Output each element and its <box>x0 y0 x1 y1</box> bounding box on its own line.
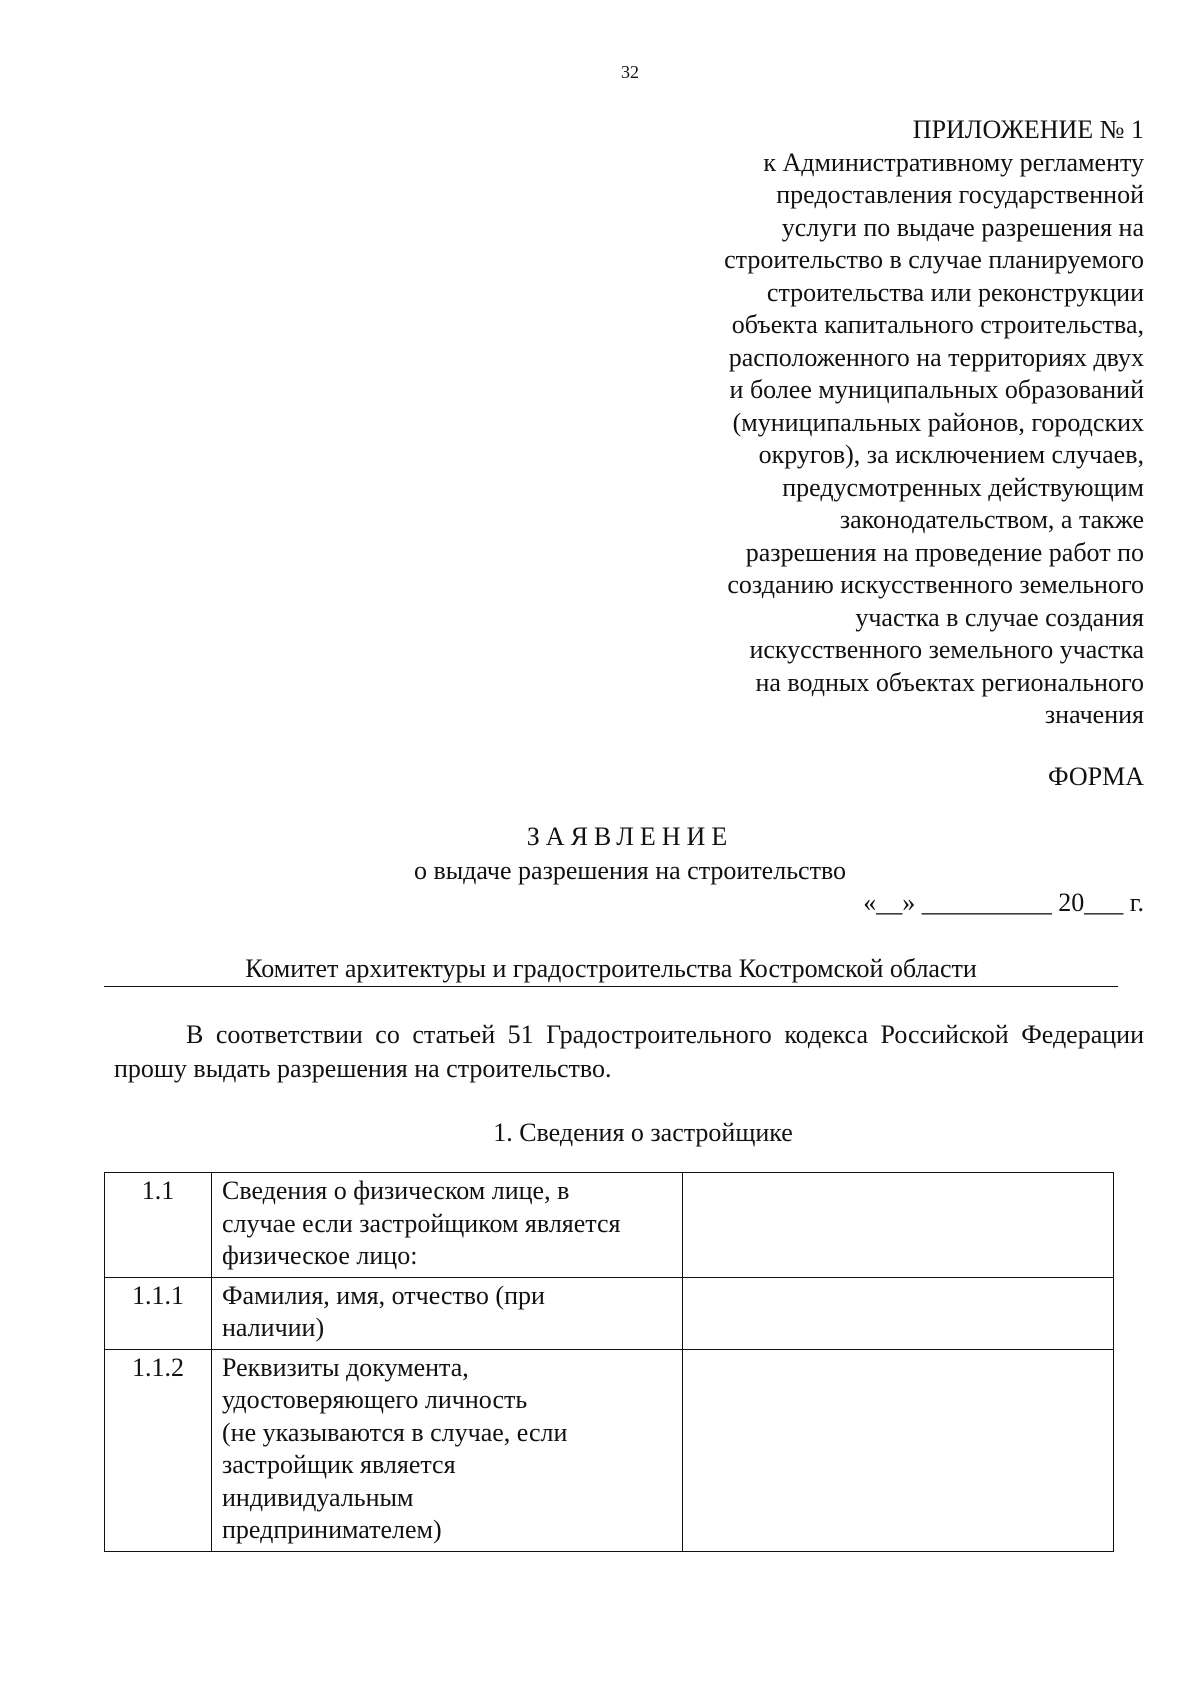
appendix-line: созданию искусственного земельного <box>727 570 1144 599</box>
appendix-line: (муниципальных районов, городских <box>732 407 1144 437</box>
appendix-line: строительства или реконструкции <box>766 277 1144 307</box>
appendix-block <box>544 114 1144 732</box>
appendix-line: законодательством, а также <box>839 505 1144 534</box>
row-number: 1.1 <box>105 1173 212 1278</box>
table-row <box>105 1349 1114 1551</box>
row-number: 1.1.1 <box>105 1277 212 1349</box>
row-label <box>212 1277 683 1349</box>
section-heading: 1. Сведения о застройщике <box>493 1118 793 1147</box>
row-label-line: физическое лицо: <box>222 1241 418 1270</box>
statement-title: ЗАЯВЛЕНИЕ <box>526 822 734 851</box>
row-label <box>212 1173 683 1278</box>
appendix-line: разрешения на проведение работ по <box>745 537 1144 567</box>
row-value-field[interactable] <box>683 1173 1114 1278</box>
row-label-line: застройщик является <box>222 1450 456 1479</box>
appendix-line: к Административному регламенту <box>763 147 1144 177</box>
page-number: 32 <box>621 62 639 82</box>
table-row <box>105 1173 1114 1278</box>
appendix-line: услуги по выдаче разрешения на <box>781 212 1144 242</box>
row-label-line: индивидуальным <box>222 1482 414 1512</box>
row-label <box>212 1349 683 1551</box>
row-label-line: Реквизиты документа, <box>222 1352 469 1382</box>
row-value-field[interactable] <box>683 1349 1114 1551</box>
appendix-line: предоставления государственной <box>776 180 1144 209</box>
row-label-line: Фамилия, имя, отчество (при <box>222 1280 545 1310</box>
row-label-line: предпринимателем) <box>222 1515 442 1544</box>
appendix-line: на водных объектах регионального <box>755 667 1144 697</box>
appendix-line: искусственного земельного участка <box>749 635 1144 664</box>
table-row <box>105 1277 1114 1349</box>
row-label-line: удостоверяющего личность <box>222 1385 528 1414</box>
row-label-line: (не указываются в случае, если <box>222 1417 568 1447</box>
form-label: ФОРМА <box>1048 762 1144 791</box>
appendix-line: значения <box>1044 700 1144 729</box>
appendix-line: округов), за исключением случаев, <box>758 440 1144 469</box>
appendix-line: объекта капитального строительства, <box>731 310 1144 339</box>
row-label-line: случае если застройщиком является <box>222 1208 621 1238</box>
body-paragraph: В соответствии со статьей 51 Градостроительного кодекса Российской Федерации прошу выдать разрешения на строительство. <box>114 1020 1144 1083</box>
row-value-field[interactable] <box>683 1277 1114 1349</box>
appendix-line: строительство в случае планируемого <box>724 245 1144 274</box>
row-label-line: наличии) <box>222 1313 325 1342</box>
statement-subtitle: о выдаче разрешения на строительство <box>413 856 847 885</box>
appendix-line: расположенного на территориях двух <box>728 342 1144 372</box>
appendix-line: и более муниципальных образований <box>729 375 1144 404</box>
developer-info-table <box>104 1172 1114 1552</box>
appendix-line: предусмотренных действующим <box>782 472 1144 502</box>
row-label-line: Сведения о физическом лице, в <box>222 1176 570 1205</box>
row-number: 1.1.2 <box>105 1349 212 1551</box>
date-line: «__» __________ 20___ г. <box>863 888 1144 917</box>
authority-name: Комитет архитектуры и градостроительства Костромской области <box>104 954 1118 987</box>
appendix-title: ПРИЛОЖЕНИЕ № 1 <box>912 115 1144 144</box>
appendix-line: участка в случае создания <box>855 602 1144 632</box>
